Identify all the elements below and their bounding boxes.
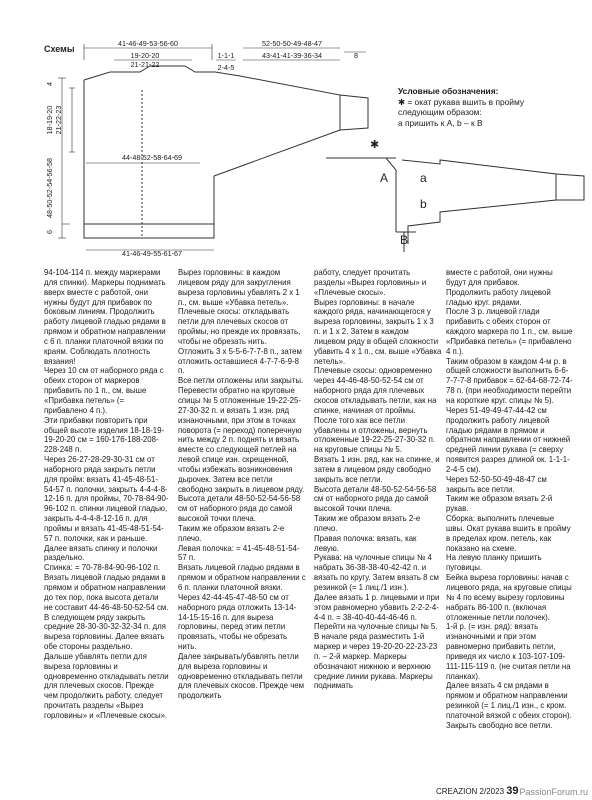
instructions-text <box>44 268 592 786</box>
legend-line-3: а пришить к A, b – к B <box>398 117 483 128</box>
dim-shoulder-b: 2-4-5 <box>217 63 235 72</box>
dim-hip-width: 41-46-49-55-61-67 <box>122 249 182 258</box>
label-B: B <box>400 233 409 247</box>
legend-line-2: следующим образом: <box>398 107 482 118</box>
text-column-4: вместе с работой, они нужны будут для прибавок. Продолжить работу лицевой гладью круг. рядами. После 3 р. лицевой глади прибавить с обеих сторон от каждого маркера по 1 п., см. выше «Прибавка петель» (= прибавлено 4 п.). Таким образом в каждом 4-м р. в общей сложности выполнить 6-6-7-7-7-8 прибавок = 62-64-68-72-74-78 п. (при необходимости перейти на короткие круг. спицы № 5). Через 51-49-49-47-44-42 см продолжить работу лицевой гладью рядами в прямом и обратном направлении от нижней средней линии рукава (= сверху появится разрез длиной ок. 1-1-1-2-4-5 см). Через 52-50-50-49-48-47 см закрыть все петли. Таким же образом вязать 2-й рукав. Сборка: выполнить плечевые швы. Окат рукава вшить в пройму в пределах кром. петель, как показано на схеме. На левую планку пришить пуговицы. Бейка выреза горловины: начав с лицевого ряда, на круговые спицы № 4 по всему вырезу горловины набрать 86-100 п. (включая отложенные петли полочек). 1-й р. (= изн. ряд): вязать изнаночными и при этом равномерно прибавить петли, приведя их число к 103-107-109-111-115-119 п. (не считая петли на планках). Далее вязать 4 см рядами в прямом и обратном направлении резинкой (= 1 лиц./1 изн., с кром. платочной вязкой с обеих сторон). Закрыть свободно все петли. <box>446 268 573 730</box>
watermark: PassionForum.ru <box>519 787 588 797</box>
page-footer <box>436 785 519 797</box>
dim-neck-b: 21-21-22 <box>130 60 160 69</box>
page-number: 39 <box>506 785 519 797</box>
dim-sleeve-total: 52-50-50-49-48-47 <box>262 39 322 48</box>
dim-shoulder-a: 1-1-1 <box>217 51 235 60</box>
magazine-name: CREAZION 2/2023 <box>436 787 505 796</box>
legend <box>398 86 588 128</box>
text-column-1: 94-104-114 п. между маркерами для спинки). Маркеры поднимать вверх вместе с работой, они нужны будут для прибавок по боковым линиям. Продолжить работу лицевой гладью рядами в прямом и обратном направлении с 6 п. планки платочной вязки по краям. Соблюдать плотность вязания! Через 10 см от наборного ряда с обеих сторон от маркеров прибавить по 1 п., см. выше «Прибавка петель» (= прибавлено 4 п.). Эти прибавки повторить при общей высоте изделия 18-18-19-19-20-20 см = 160-176-188-208-228-248 п. Через 26-27-28-29-30-31 см от наборного ряда закрыть петли для пройм: вязать 41-45-48-51-54-57 п. полочки, закрыть 4-4-4-8-12-16 п. для проймы, 70-78-84-90-96-102 п. спинки лицевой гладью, закрыть 4-4-4-8-12-16 п. для проймы и вязать 41-45-48-51-54-57 п. полочки, как и раньше. Далее вязать спинку и полочки раздельно. Спинка: = 70-78-84-90-96-102 п. Вязать лицевой гладью рядами в прямом и обратном направлении до тех пор, пока высота детали не составит 44-46-48-50-52-54 см. В следующем ряду закрыть средние 28-30-30-32-32-34 п. для выреза горловины. Далее вязать обе стороны раздельно. Дальше убавлять петли для выреза горловины и одновременно откладывать петли для плечевых скосов. Прежде чем продолжить работу, следует прочитать разделы «Вырез горловины» и «Плечевые скосы». <box>44 268 169 720</box>
dim-cuff: 8 <box>354 51 358 60</box>
dim-sleeve-part: 43-41-41-39-36-34 <box>262 51 322 60</box>
label-b: b <box>420 197 427 211</box>
label-A: A <box>380 171 389 185</box>
pattern-schematic <box>0 0 592 265</box>
star-icon: ✱ <box>370 139 380 151</box>
schematic-title: Схемы <box>44 44 75 54</box>
dim-chest-width: 44-48-52-58-64-69 <box>122 153 182 162</box>
dim-top-step: 4 <box>45 82 54 86</box>
legend-title: Условные обозначения: <box>398 86 499 96</box>
dim-body-height: 48-50-52-54-56-58 <box>45 158 54 218</box>
text-column-3: работу, следует прочитать разделы «Вырез горловины» и «Плечевые скосы». Вырез горловины: в начале каждого ряда, начинающегося у выреза горловины, закрыть 1 х 3 п. и 1 х 2. Затем в каждом лицевом ряду в общей сложности убавить 4 х 1 п., см. выше «Убавка петель». Плечевые скосы: одновременно через 44-46-48-50-52-54 см от наборного ряда для плечевых скосов откладывать петли, как на спинке, начиная от проймы. После того как все петли убавлены и отложены, вернуть отложенные 19-22-25-27-30-32 п. на круговые спицы № 5. Вязать 1 изн. ряд, как на спинке, и затем в лицевом ряду свободно закрыть все петли. Высота детали 48-50-52-54-56-58 см от наборного ряда до самой высокой точки плеча. Таким же образом вязать 2-е плечо. Правая полочка: вязать, как левую. Рукава: на чулочные спицы № 4 набрать 36-38-38-40-42-42 п. и вязать по кругу. Затем вязать 8 см резинкой (= 1 лиц./1 изн.). Далее вязать 1 р. лицевыми и при этом равномерно убавить 2-2-2-4-4-4 п. = 38-40-40-44-46-46 п. Перейти на чулочные спицы № 5. В начале ряда разместить 1-й маркер и через 19-20-20-22-23-23 п. – 2-й маркер. Маркеры обозначают нижнюю и верхнюю средние линии рукава. Маркеры поднимать <box>314 268 442 691</box>
legend-line-1: ✱ = окат рукава вшить в пройму <box>398 96 525 107</box>
dim-neck-a: 19-20-20 <box>130 51 160 60</box>
dim-armhole-b: 21-22-23 <box>54 105 63 135</box>
dim-body-width: 41-46-49-53-56-60 <box>118 39 178 48</box>
text-column-2: Вырез горловины: в каждом лицевом ряду для закругления выреза горловины убавлять 2 х 1 п., см. выше «Убавка петель». Плечевые скосы: откладывать петли для плечевых скосов от проймы, но прежде их провязать, чтобы не обрезать нить. Отложить 3 х 5-5-6-7-7-8 п., затем отложить оставшиеся 4-7-7-6-9-8 п. Все петли отложены или закрыты. Перевести обратно на круговые спицы № 5 отложенные 19-22-25-27-30-32 п. и вязать 1 изн. ряд изнаночными, при этом в точках поворота (= переход) поперечную нить между 2 п. поднять и вязать вместе со следующей петлей на левой спице изн. скрещенной, чтобы избежать возникновения дырочек. Затем все петли свободно закрыть в лицевом ряду. Высота детали 48-50-52-54-56-58 см от наборного ряда до самой высокой точки плеча. Таким же образом вязать 2-е плечо. Левая полочка: = 41-45-48-51-54-57 п. Вязать лицевой гладью рядами в прямом и обратном направлении с 6 п. планки платочной вязки. Через 42-44-45-47-48-50 см от наборного ряда отложить 13-14-14-15-15-16 п. для выреза горловины, перед этим петли провязать, чтобы не обрезать нить. Далее закрывать/убавлять петли для выреза горловины и одновременно откладывать петли для плечевых скосов. Прежде чем продолжить <box>178 268 306 701</box>
dim-ribbing: 6 <box>45 230 54 234</box>
dim-armhole-a: 18-19-20 <box>45 105 54 135</box>
label-a: a <box>420 171 427 185</box>
